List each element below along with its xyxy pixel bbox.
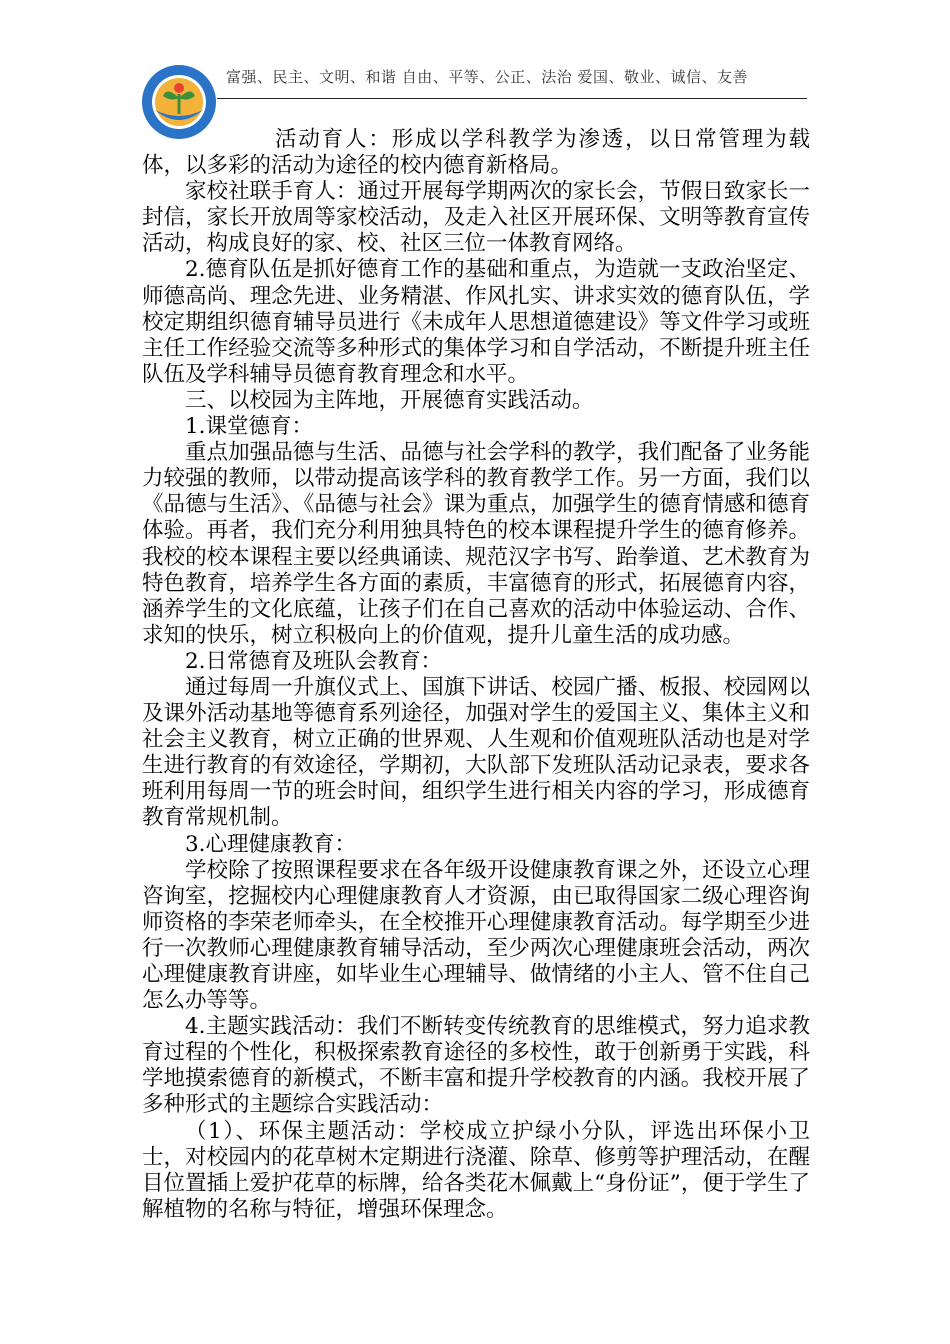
- paragraph: 活动育人：形成以学科教学为渗透，以日常管理为载体，以多彩的活动为途径的校内德育新格局。: [142, 127, 810, 179]
- paragraph: 学校除了按照课程要求在各年级开设健康教育课之外，还设立心理咨询室，挖掘校内心理健康教育人才资源，由已取得国家二级心理咨询师资格的李荣老师牵头，在全校推开心理健康教育活动。每学期至少进行一次教师心理健康教育辅导活动，至少两次心理健康班会活动，两次心理健康教育讲座，如毕业生心理辅导、做情绪的小主人、管不住自己怎么办等等。: [142, 857, 810, 1014]
- subsection-heading: 1.课堂德育：: [185, 414, 314, 440]
- document-body: [142, 127, 810, 1223]
- paragraph: （1）、环保主题活动：学校成立护绿小分队，评选出环保小卫士，对校园内的花草树木定期进行浇灌、除草、修剪等护理活动，在醒目位置插上爱护花草的标牌，给各类花木佩戴上“身份证”，便于学生了解植物的名称与特征，增强环保理念。: [142, 1118, 810, 1222]
- paragraph: 4.主题实践活动：我们不断转变传统教育的思维模式，努力追求教育过程的个性化，积极探索教育途径的多校性，敢于创新勇于实践，科学地摸索德育的新模式，不断丰富和提升学校教育的内涵。我校开展了多种形式的主题综合实践活动：: [142, 1014, 810, 1118]
- paragraph: 家校社联手育人：通过开展每学期两次的家长会，节假日致家长一封信，家长开放周等家校活动，及走入社区开展环保、文明等教育宣传活动，构成良好的家、校、社区三位一体教育网络。: [142, 179, 810, 257]
- subsection-heading: 2.日常德育及班队会教育：: [185, 648, 443, 674]
- paragraph: 通过每周一升旗仪式上、国旗下讲话、校园广播、板报、校园网以及课外活动基地等德育系列途径，加强对学生的爱国主义、集体主义和社会主义教育，树立正确的世界观、人生观和价值观班队活动也是对学生进行教育的有效途径，学期初，大队部下发班队活动记录表，要求各班利用每周一节的班会时间，组织学生进行相关内容的学习，形成德育教育常规机制。: [142, 674, 810, 831]
- paragraph: 2.德育队伍是抓好德育工作的基础和重点，为造就一支政治坚定、师德高尚、理念先进、业务精湛、作风扎实、讲求实效的德育队伍，学校定期组织德育辅导员进行《未成年人思想道德建设》等文件学习或班主任工作经验交流等多种形式的集体学习和自学活动，不断提升班主任队伍及学科辅导员德育教育理念和水平。: [142, 257, 810, 387]
- core-values-header: 富强、民主、文明、和谐 自由、平等、公正、法治 爱国、敬业、诚信、友善: [226, 68, 749, 86]
- section-heading: 三、以校园为主阵地，开展德育实践活动。: [185, 387, 594, 413]
- header-divider: [217, 98, 807, 99]
- paragraph: 重点加强品德与生活、品德与社会学科的教学，我们配备了业务能力较强的教师，以带动提高该学科的教育教学工作。另一方面，我们以《品德与生活》、《品德与社会》课为重点，加强学生的德育情感和德育体验。再者，我们充分利用独具特色的校本课程提升学生的德育修养。我校的校本课程主要以经典诵读、规范汉字书写、跆拳道、艺术教育为特色教育，培养学生各方面的素质，丰富德育的形式，拓展德育内容，涵养学生的文化底蕴，让孩子们在自己喜欢的活动中体验运动、合作、求知的快乐，树立积极向上的价值观，提升儿童生活的成功感。: [142, 440, 810, 648]
- subsection-heading: 3.心理健康教育：: [185, 831, 357, 857]
